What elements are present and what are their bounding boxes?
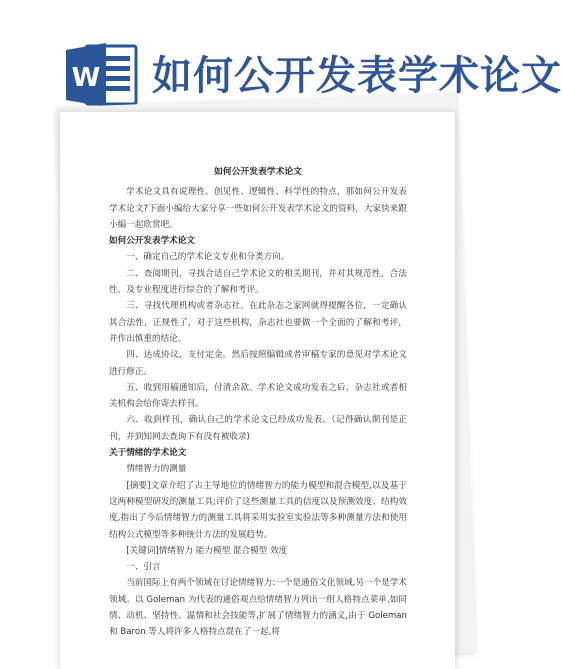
step-paragraph: 五、收到用稿通知后，付清余款。学术论文成功发表之后，杂志社或者相关机构会给你寄去样刊。 [109,382,407,410]
banner [0,0,562,110]
document-content [109,164,407,641]
word-logo-icon [64,40,140,110]
keywords-paragraph: [关键词]情绪智力 能力模型 混合模型 效度 [126,545,288,556]
step-paragraph: 二、查阅期刊，寻找合适自己学术论文的相关期刊，并对其规范性，合法性，及专业程度进行综合的了解和考评。 [109,268,407,296]
banner-title: 如何公开发表学术论文 [152,53,562,99]
subtitle-paragraph: 情绪智力的测量 [126,464,187,475]
abstract-paragraph: [摘要]文章介绍了占主导地位的情绪智力的能力模型和混合模型,以及基于这两种模型研发的测量工具;评价了这些测量工具的信度以及预测效度、结构效度,指出了今后情绪智力的测量工具将采用实验室实验法等多种测量方法和使用结构公式模型等多种统计方法的发展趋势。 [109,480,407,540]
body-paragraph: 当前国际上有两个领域在讨论情绪智力:一个是通俗文化领域,另一个是学术领域。以 Goleman 为代表的通俗观点给情绪智力列出一组人格特点菜单,如同情、动机、坚持性、温情和社会技能等,扩展了情绪智力的涵义,由于 Goleman 和 Baron 等人将许多人格特点混在了一起,将 [109,578,407,638]
step-paragraph: 一、确定自己的学术论文专业和分类方向。 [126,252,290,263]
section-heading: 如何公开发表学术论文 [109,236,195,247]
logo-letter: W [71,63,101,93]
document-title: 如何公开发表学术论文 [214,167,302,177]
step-paragraph: 六、收到样刊，确认自己的学术论文已经成功发表。（记得确认期刊是正刊，并到知网去查询下有没有被收录) [109,415,407,442]
section-number-paragraph: 一、引言 [126,562,161,573]
step-paragraph: 四、达成协议，支付定金。然后按照编辑或者审稿专家的意见对学术论文进行修正。 [109,350,407,377]
step-paragraph: 三、寻找代理机构或者杂志社。在此杂志之家网就得提醒各位，一定确认其合法性，正规性了，对于这些机构，杂志社也要做一个全面的了解和考评，并作出慎重的结论。 [109,301,407,344]
intro-paragraph: 学术论文具有说理性、创见性、逻辑性、科学性的特点，那如何公开发表学术论文?下面小编给大家分享一些如何公开发表学术论文的资料，大家快来跟小编一起欣赏吧。 [109,187,407,230]
section-heading: 关于情绪的学术论文 [109,448,187,459]
document-page [60,112,455,669]
